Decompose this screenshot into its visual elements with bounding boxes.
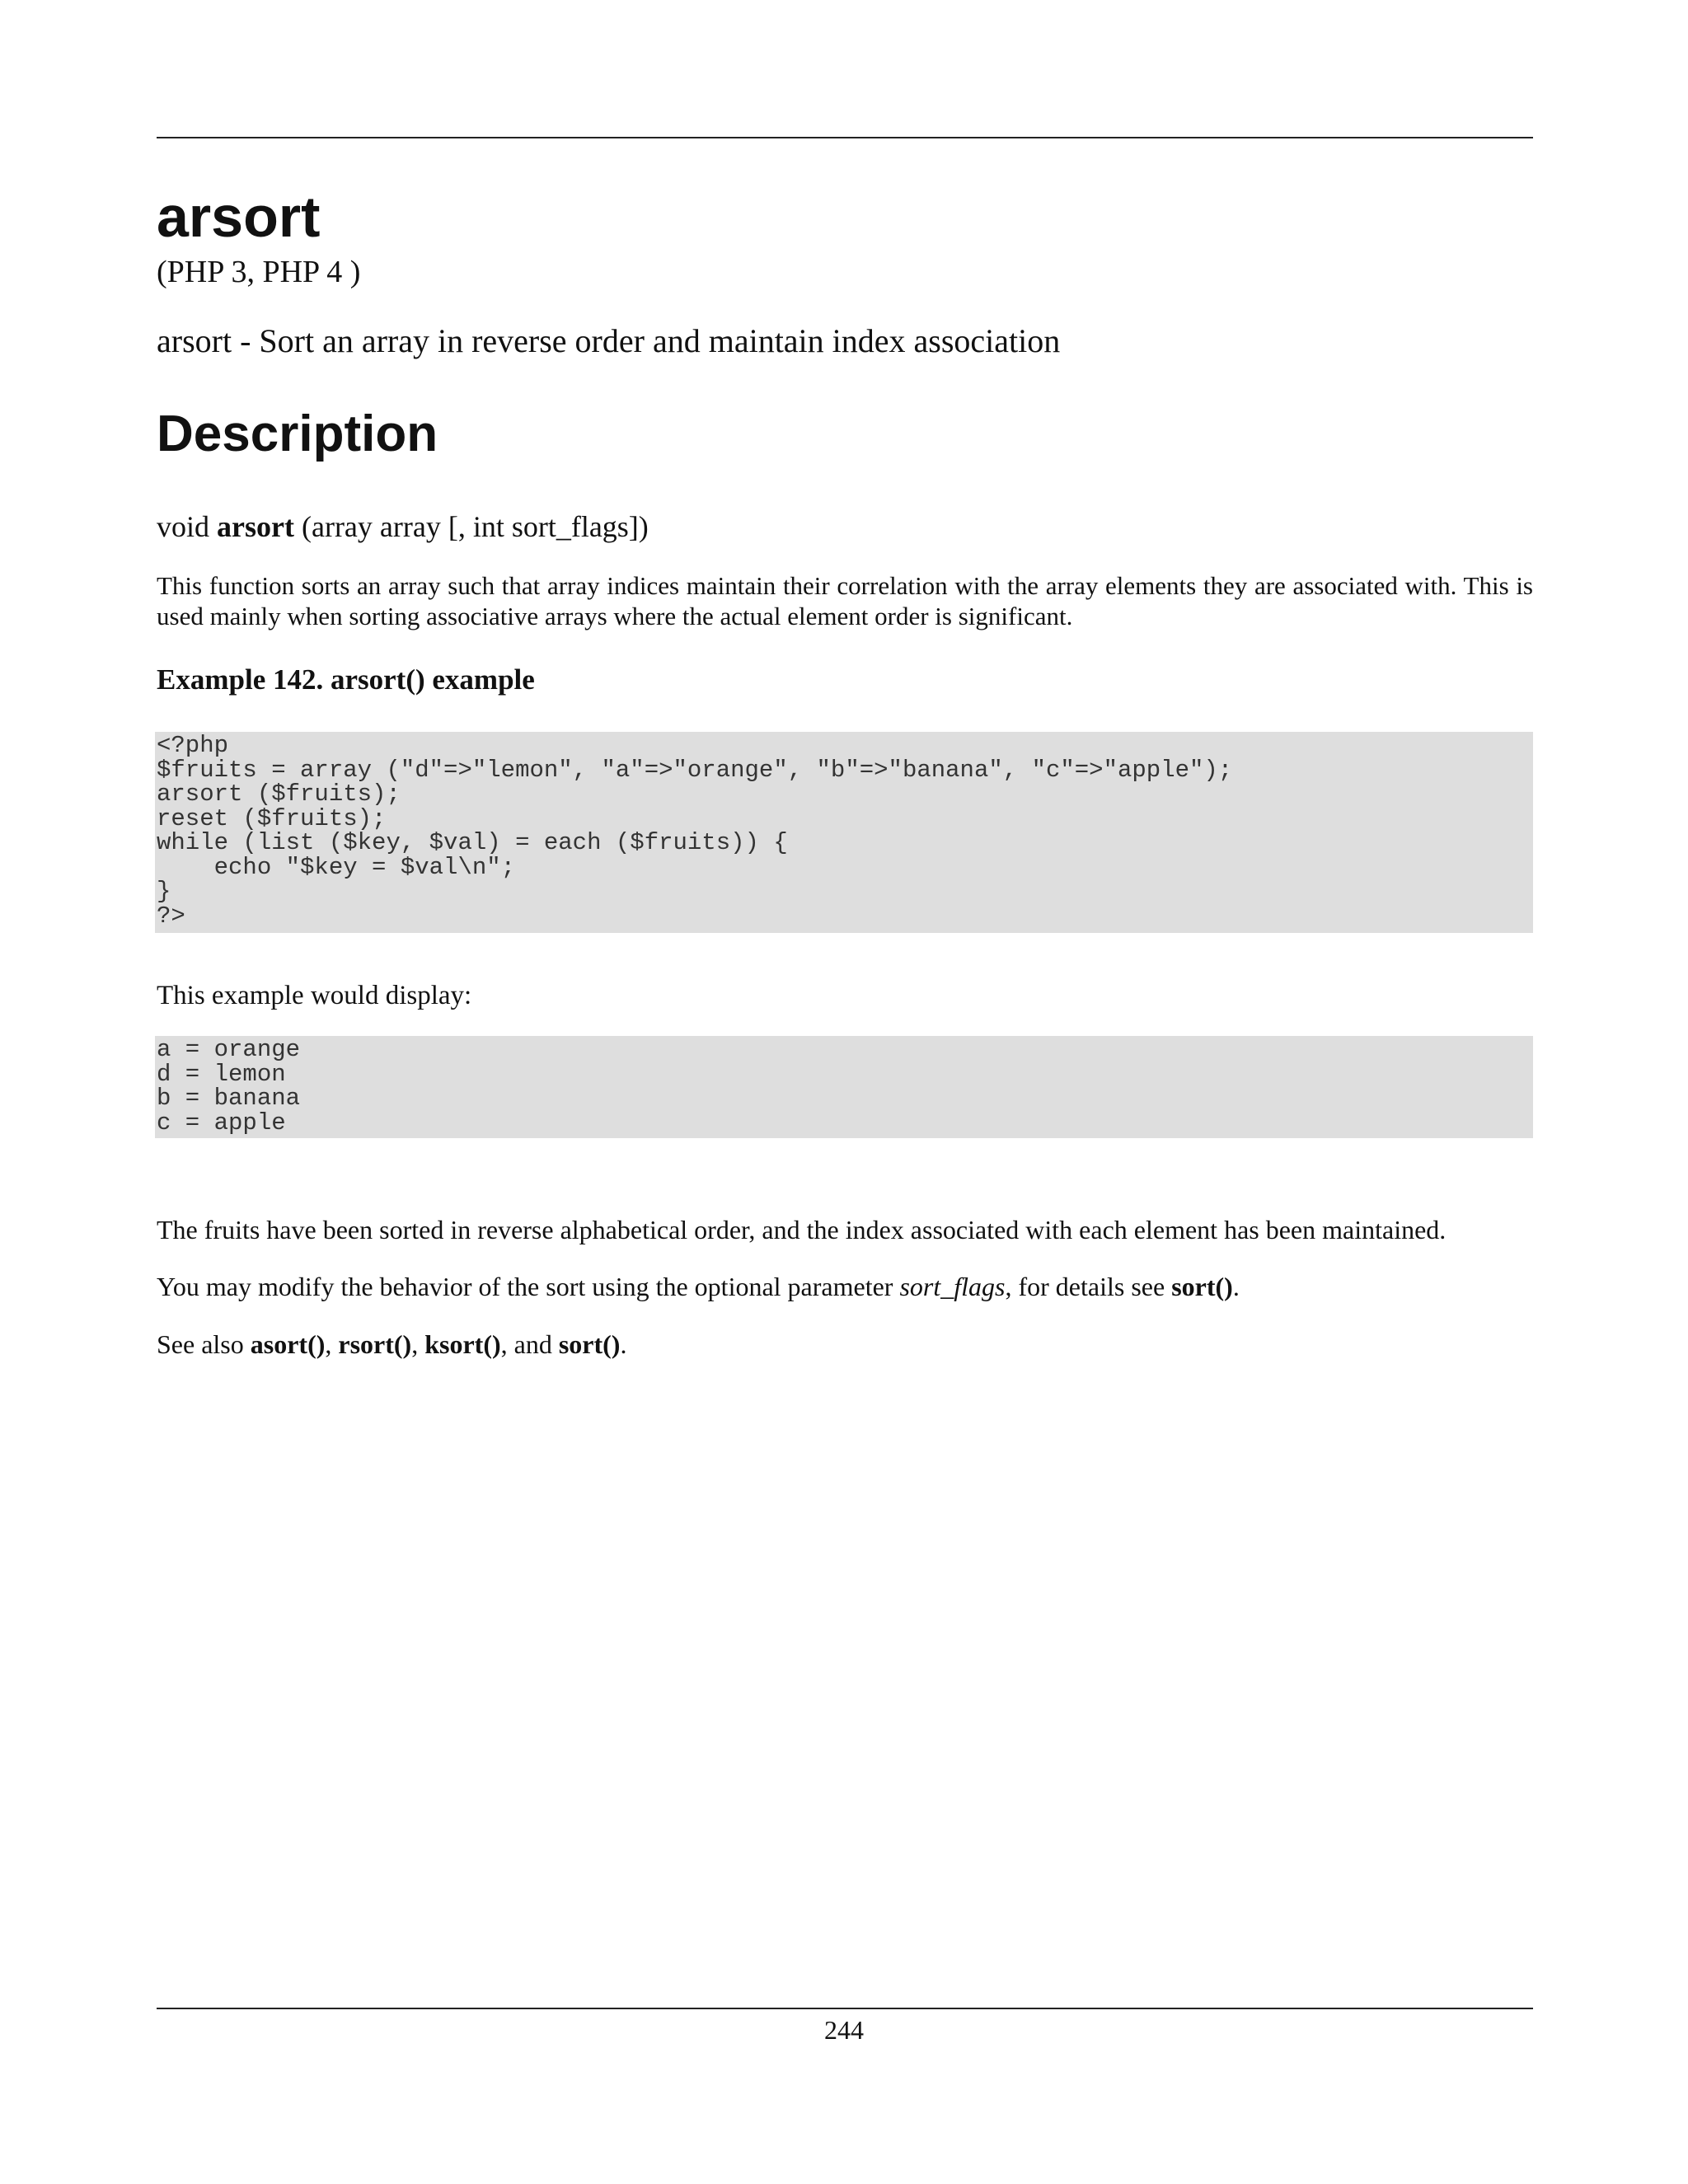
example-display-label: This example would display: xyxy=(157,981,472,1010)
see-also-prefix: See also xyxy=(157,1329,251,1359)
link-ksort[interactable]: ksort() xyxy=(424,1329,501,1359)
see-also-suffix: . xyxy=(620,1329,627,1359)
php-versions: (PHP 3, PHP 4 ) xyxy=(157,255,361,289)
header-rule xyxy=(157,137,1533,138)
modify-middle: , for details see xyxy=(1005,1272,1172,1301)
example-output-block: a = orange d = lemon b = banana c = apple xyxy=(155,1036,1533,1138)
link-rsort[interactable]: rsort() xyxy=(338,1329,412,1359)
example-title: Example 142. arsort() example xyxy=(157,663,535,696)
see-also-sep-1: , xyxy=(325,1329,339,1359)
see-also-sep-2: , xyxy=(411,1329,425,1359)
link-sort-see-also[interactable]: sort() xyxy=(558,1329,621,1359)
link-sort[interactable]: sort() xyxy=(1171,1272,1233,1301)
modify-prefix: You may modify the behavior of the sort using the optional parameter xyxy=(157,1272,900,1301)
example-code-block: <?php $fruits = array ("d"=>"lemon", "a"=>"orange", "b"=>"banana", "c"=>"apple"); arsort ($fruits); reset ($fruits); while (list ($key, $val) = each ($fruits)) { echo "$key = $val\n"; } ?> xyxy=(155,732,1533,933)
synopsis-function-name: arsort xyxy=(217,510,294,543)
page-title: arsort xyxy=(157,185,321,249)
description-heading: Description xyxy=(157,405,438,462)
footer-rule xyxy=(157,2008,1533,2009)
function-summary: arsort - Sort an array in reverse order and maintain index association xyxy=(157,322,1061,359)
page-number: 244 xyxy=(824,2015,864,2045)
sorted-note-paragraph: The fruits have been sorted in reverse alphabetical order, and the index associated with each element has been maintained. xyxy=(157,1215,1447,1244)
see-also-paragraph xyxy=(157,1329,1533,1360)
link-asort[interactable]: asort() xyxy=(250,1329,326,1359)
synopsis-params: (array array [, int sort_flags]) xyxy=(301,510,649,543)
description-paragraph: This function sorts an array such that array indices maintain their correlation with the array elements they are associated with. This is used mainly when sorting associative arrays where the actual element order is significant. xyxy=(157,571,1533,630)
modify-behavior-paragraph xyxy=(157,1272,1533,1302)
synopsis-return-type: void xyxy=(157,510,210,543)
see-also-sep-3: , and xyxy=(500,1329,559,1359)
param-sort-flags: sort_flags xyxy=(899,1272,1006,1301)
modify-suffix: . xyxy=(1232,1272,1240,1301)
function-synopsis xyxy=(157,511,649,544)
